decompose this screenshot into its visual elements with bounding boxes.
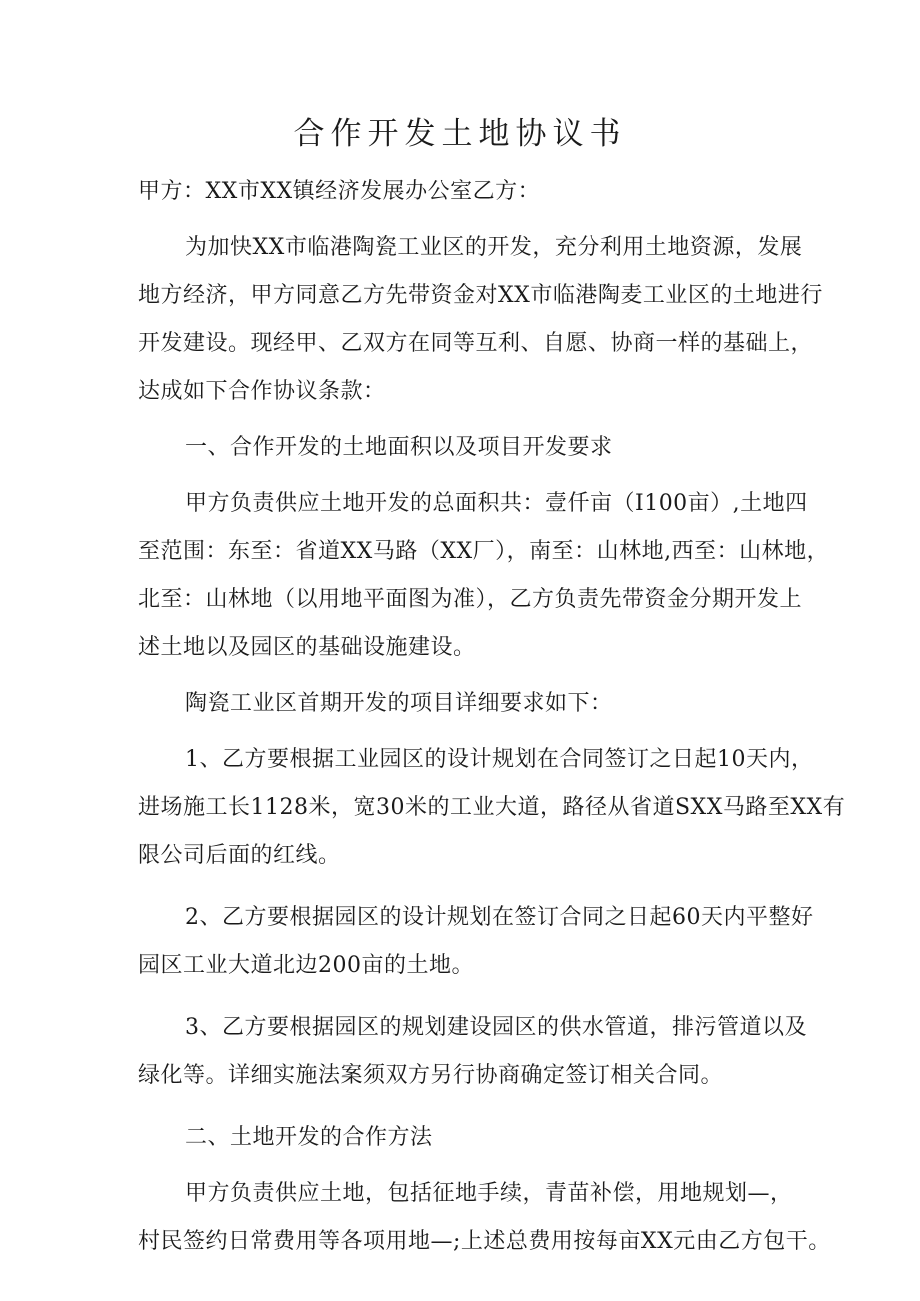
section-1-heading: 一、合作开发的土地面积以及项目开发要求	[185, 435, 613, 460]
intro-line: 为加快XX市临港陶瓷工业区的开发，充分利用土地资源，发展	[185, 235, 803, 260]
paragraph-line: 1、乙方要根据工业园区的设计规划在合同签订之日起10天内，	[185, 747, 814, 772]
document-body	[138, 168, 846, 1266]
section-2-paragraph	[138, 1170, 831, 1266]
requirement-item-2	[138, 894, 814, 990]
intro-line: 开发建设。现经甲、乙双方在同等互利、自愿、协商一样的基础上，	[138, 331, 814, 356]
requirement-item-3	[138, 1004, 807, 1100]
document-title: 合作开发土地协议书	[293, 116, 627, 152]
requirement-item-1	[138, 736, 846, 880]
paragraph-line: 3、乙方要根据园区的规划建设园区的供水管道，排污管道以及	[185, 1015, 807, 1040]
section-1-paragraph	[138, 480, 830, 672]
parties-line: 甲方：XX市XX镇经济发展办公室乙方：	[138, 179, 541, 204]
paragraph-line: 甲方负责供应土地开发的总面积共：壹仟亩（I100亩）,土地四	[185, 491, 808, 516]
paragraph-line: 甲方负责供应土地，包括征地手续，青苗补偿，用地规划—，	[185, 1181, 793, 1206]
paragraph-line: 村民签约日常费用等各项用地—;上述总费用按每亩XX元由乙方包干。	[138, 1229, 831, 1254]
section-2-heading: 二、土地开发的合作方法	[185, 1125, 433, 1150]
paragraph-line: 至范围：东至：省道XX马路（XX厂），南至：山林地,西至：山林地，	[138, 539, 830, 564]
paragraph-line: 绿化等。详细实施法案须双方另行协商确定签订相关合同。	[138, 1063, 724, 1088]
paragraph-line: 2、乙方要根据园区的设计规划在签订合同之日起60天内平整好	[185, 905, 814, 930]
intro-line: 达成如下合作协议条款：	[138, 379, 386, 404]
paragraph-line: 北至：山林地（以用地平面图为准），乙方负责先带资金分期开发上	[138, 587, 803, 612]
paragraph-line: 限公司后面的红线。	[138, 843, 341, 868]
intro-paragraph	[138, 224, 823, 416]
paragraph-line: 园区工业大道北边200亩的土地。	[138, 953, 474, 978]
paragraph-line: 述土地以及园区的基础设施建设。	[138, 635, 476, 660]
intro-line: 地方经济，甲方同意乙方先带资金对XX市临港陶麦工业区的土地进行	[138, 283, 823, 308]
paragraph-line: 进场施工长1128米，宽30米的工业大道，路径从省道SXX马路至XX有	[138, 795, 846, 820]
project-requirements-intro: 陶瓷工业区首期开发的项目详细要求如下：	[185, 691, 613, 716]
